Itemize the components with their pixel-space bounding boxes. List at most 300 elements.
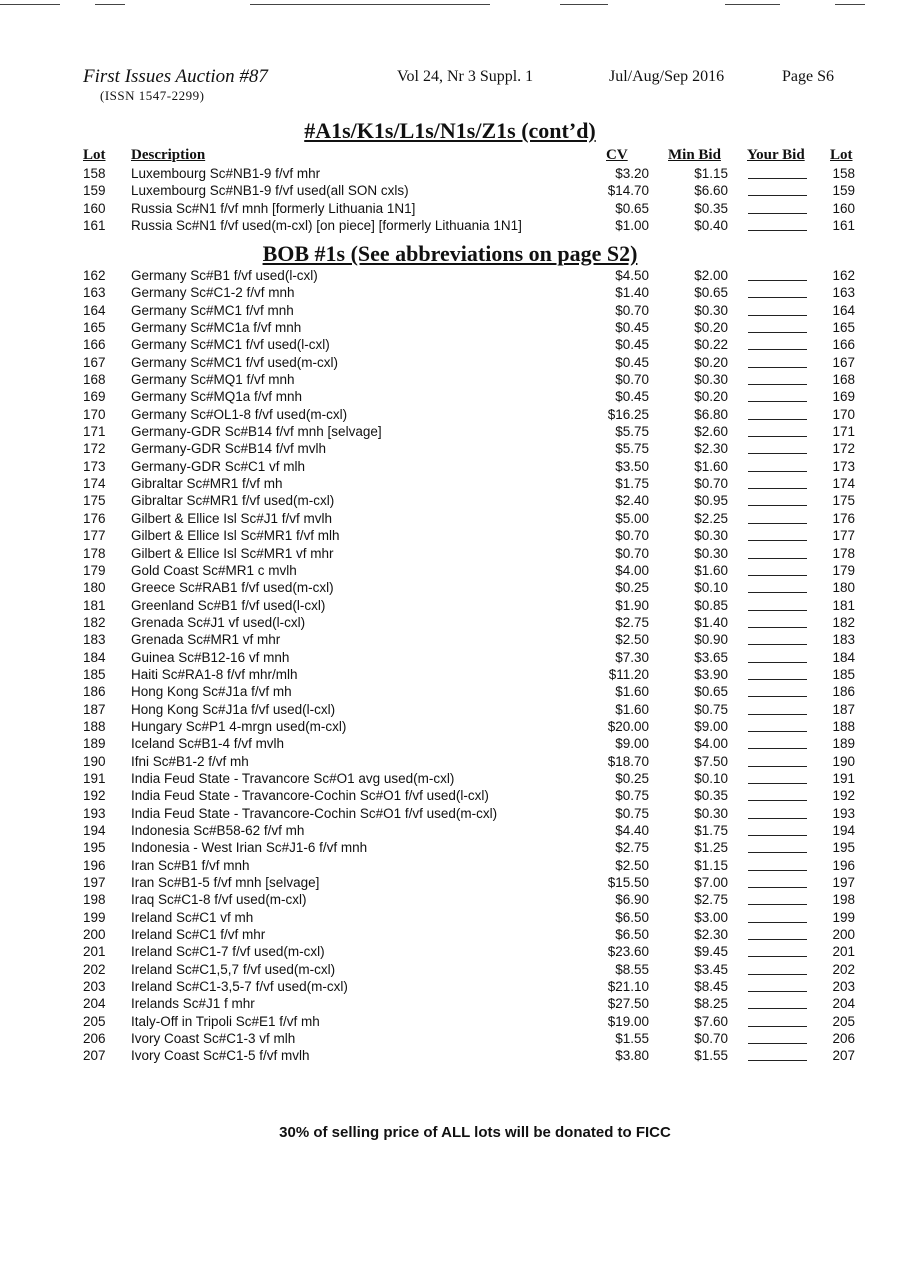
catalog-value: $5.00 <box>615 510 649 526</box>
catalog-value: $6.50 <box>615 927 649 943</box>
lot-number: 194 <box>83 823 106 838</box>
catalog-value: $15.50 <box>607 875 649 891</box>
column-headers <box>0 147 900 167</box>
lot-description: Germany Sc#MQ1a f/vf mnh <box>131 389 303 405</box>
lot-number-right: 189 <box>832 736 855 752</box>
min-bid: $0.70 <box>694 1031 728 1047</box>
lot-number: 203 <box>83 979 106 995</box>
lot-number-right: 199 <box>832 909 855 925</box>
lot-number-right: 197 <box>832 875 855 891</box>
lot-description: Hong Kong Sc#J1a f/vf mh <box>131 684 292 700</box>
lot-description: Germany-GDR Sc#B14 f/vf mvlh <box>131 441 327 457</box>
lot-description: India Feud State - Travancore Sc#O1 avg used(m-cxl) <box>131 770 455 786</box>
lot-number: 159 <box>83 183 106 199</box>
lot-description: Ireland Sc#C1-3,5-7 f/vf used(m-cxl) <box>131 979 348 995</box>
catalog-value: $0.45 <box>615 354 649 370</box>
min-bid: $0.90 <box>694 632 728 648</box>
your-bid-blank[interactable] <box>748 332 807 333</box>
lot-description: Iran Sc#B1-5 f/vf mnh [selvage] <box>131 875 320 891</box>
table-row <box>0 562 900 579</box>
lot-description: Germany Sc#MC1 f/vf used(l-cxl) <box>131 337 330 353</box>
lot-number: 161 <box>83 218 106 234</box>
table-row <box>0 631 900 648</box>
table-row <box>0 649 900 666</box>
min-bid: $0.35 <box>694 788 728 804</box>
your-bid-blank[interactable] <box>748 679 807 680</box>
lot-description: Guinea Sc#B12-16 vf mnh <box>131 649 290 665</box>
min-bid: $1.25 <box>694 840 728 856</box>
catalog-value: $1.60 <box>615 684 649 700</box>
issue-date: Jul/Aug/Sep 2016 <box>609 68 725 85</box>
lot-number-right: 159 <box>832 183 855 199</box>
your-bid-blank[interactable] <box>748 766 807 767</box>
lot-number-right: 161 <box>832 218 855 234</box>
your-bid-blank[interactable] <box>748 627 807 628</box>
your-bid-blank[interactable] <box>748 488 807 489</box>
your-bid-blank[interactable] <box>748 384 807 385</box>
lot-number-right: 192 <box>832 788 855 804</box>
lot-number-right: 195 <box>832 840 855 856</box>
catalog-value: $0.25 <box>615 770 649 786</box>
table-row <box>0 874 900 891</box>
your-bid-blank[interactable] <box>748 610 807 611</box>
lot-number-right: 180 <box>832 580 855 596</box>
lot-number-right: 191 <box>832 770 855 786</box>
table-row <box>0 284 900 301</box>
your-bid-blank[interactable] <box>748 748 807 749</box>
table-row <box>0 354 900 371</box>
lot-number-right: 201 <box>832 944 855 960</box>
your-bid-blank[interactable] <box>748 818 807 819</box>
min-bid: $1.40 <box>694 614 728 630</box>
lot-number: 199 <box>83 909 106 925</box>
lot-description: Germany Sc#MC1 f/vf used(m-cxl) <box>131 354 339 370</box>
lot-description: Haiti Sc#RA1-8 f/vf mhr/mlh <box>131 666 298 682</box>
catalog-value: $1.75 <box>615 476 649 492</box>
your-bid-blank[interactable] <box>748 870 807 871</box>
lot-number-right: 207 <box>832 1048 855 1064</box>
lot-number-right: 205 <box>832 1013 855 1029</box>
table-row <box>0 510 900 527</box>
lot-number: 207 <box>83 1048 106 1064</box>
lot-number: 181 <box>83 597 106 613</box>
lot-number: 191 <box>83 770 106 786</box>
lot-description: Luxembourg Sc#NB1-9 f/vf used(all SON cxls) <box>131 183 409 199</box>
lot-table-bob <box>0 267 900 1065</box>
lot-number-right: 169 <box>832 389 855 405</box>
your-bid-blank[interactable] <box>748 297 807 298</box>
issn: (ISSN 1547-2299) <box>100 88 205 103</box>
your-bid-blank[interactable] <box>748 453 807 454</box>
lot-number: 184 <box>83 649 106 665</box>
lot-description: India Feud State - Travancore-Cochin Sc#O1 f/vf used(m-cxl) <box>131 805 498 821</box>
scan-line <box>835 4 865 5</box>
your-bid-blank[interactable] <box>748 540 807 541</box>
your-bid-blank[interactable] <box>748 575 807 576</box>
min-bid: $0.40 <box>694 218 728 234</box>
col-min-bid: Min Bid <box>668 147 721 163</box>
lot-number: 170 <box>83 406 106 422</box>
lot-number: 174 <box>83 476 106 492</box>
min-bid: $0.35 <box>694 200 728 216</box>
catalog-value: $0.45 <box>615 337 649 353</box>
min-bid: $1.75 <box>694 823 728 838</box>
scan-line <box>95 4 125 5</box>
table-row <box>0 475 900 492</box>
table-row <box>0 995 900 1012</box>
lot-description: Germany Sc#OL1-8 f/vf used(m-cxl) <box>131 406 348 422</box>
catalog-value: $0.70 <box>615 545 649 561</box>
table-row <box>0 822 900 839</box>
catalog-value: $1.55 <box>615 1031 649 1047</box>
lot-number-right: 184 <box>832 649 855 665</box>
your-bid-blank[interactable] <box>748 1026 807 1027</box>
lot-description: Iran Sc#B1 f/vf mnh <box>131 857 250 873</box>
lot-description: Germany Sc#C1-2 f/vf mnh <box>131 285 295 301</box>
catalog-value: $20.00 <box>607 718 649 734</box>
lot-description: Iraq Sc#C1-8 f/vf used(m-cxl) <box>131 892 307 908</box>
lot-description: Russia Sc#N1 f/vf mnh [formerly Lithuania 1N1] <box>131 200 416 216</box>
your-bid-blank[interactable] <box>748 505 807 506</box>
catalog-value: $6.90 <box>615 892 649 908</box>
table-row <box>0 926 900 943</box>
lot-number-right: 177 <box>832 528 855 544</box>
lot-number: 162 <box>83 268 106 283</box>
min-bid: $0.20 <box>694 320 728 336</box>
table-row <box>0 319 900 336</box>
table-row <box>0 978 900 995</box>
min-bid: $6.60 <box>694 183 728 199</box>
min-bid: $3.45 <box>694 961 728 977</box>
your-bid-blank[interactable] <box>748 662 807 663</box>
catalog-value: $0.45 <box>615 320 649 336</box>
table-row <box>0 770 900 787</box>
your-bid-blank[interactable] <box>748 835 807 836</box>
lot-description: Germany Sc#B1 f/vf used(l-cxl) <box>131 268 318 283</box>
your-bid-blank[interactable] <box>748 315 807 316</box>
your-bid-blank[interactable] <box>748 852 807 853</box>
your-bid-blank[interactable] <box>748 471 807 472</box>
lot-number-right: 176 <box>832 510 855 526</box>
lot-number-right: 172 <box>832 441 855 457</box>
your-bid-blank[interactable] <box>748 644 807 645</box>
min-bid: $0.95 <box>694 493 728 509</box>
your-bid-blank[interactable] <box>748 887 807 888</box>
catalog-value: $2.75 <box>615 840 649 856</box>
your-bid-blank[interactable] <box>748 558 807 559</box>
lot-description: Gibraltar Sc#MR1 f/vf mh <box>131 476 283 492</box>
min-bid: $6.80 <box>694 406 728 422</box>
your-bid-blank[interactable] <box>748 195 807 196</box>
lot-number: 164 <box>83 302 106 318</box>
donation-note: 30% of selling price of ALL lots will be donated to FICC <box>279 1124 671 1141</box>
min-bid: $1.55 <box>694 1048 728 1064</box>
lot-number: 180 <box>83 580 106 596</box>
scan-line <box>560 4 608 5</box>
lot-number: 189 <box>83 736 106 752</box>
lot-description: Indonesia - West Irian Sc#J1-6 f/vf mnh <box>131 840 368 856</box>
lot-number: 186 <box>83 684 106 700</box>
lot-number-right: 160 <box>832 200 855 216</box>
catalog-value: $16.25 <box>607 406 649 422</box>
lot-number-right: 182 <box>832 614 855 630</box>
lot-description: Gold Coast Sc#MR1 c mvlh <box>131 562 297 578</box>
lot-number: 204 <box>83 996 106 1012</box>
table-row <box>0 440 900 457</box>
lot-number-right: 166 <box>832 337 855 353</box>
lot-number-right: 190 <box>832 753 855 769</box>
lot-description: Ivory Coast Sc#C1-5 f/vf mvlh <box>131 1048 310 1064</box>
lot-number-right: 162 <box>832 268 855 283</box>
min-bid: $0.65 <box>694 684 728 700</box>
lot-number: 196 <box>83 857 106 873</box>
catalog-value: $9.00 <box>615 736 649 752</box>
table-row <box>0 666 900 683</box>
min-bid: $2.75 <box>694 892 728 908</box>
your-bid-blank[interactable] <box>748 1008 807 1009</box>
your-bid-blank[interactable] <box>748 367 807 368</box>
catalog-value: $27.50 <box>607 996 649 1012</box>
your-bid-blank[interactable] <box>748 991 807 992</box>
catalog-value: $0.75 <box>615 788 649 804</box>
lot-description: Grenada Sc#J1 vf used(l-cxl) <box>131 614 306 630</box>
lot-description: Irelands Sc#J1 f mhr <box>131 996 255 1012</box>
lot-number-right: 185 <box>832 666 855 682</box>
table-row <box>0 614 900 631</box>
catalog-value: $3.80 <box>615 1048 649 1064</box>
lot-number: 158 <box>83 166 106 181</box>
lot-number-right: 188 <box>832 718 855 734</box>
catalog-value: $0.70 <box>615 372 649 388</box>
lot-description: Ivory Coast Sc#C1-3 vf mlh <box>131 1031 296 1047</box>
volume-info: Vol 24, Nr 3 Suppl. 1 <box>397 68 534 85</box>
catalog-value: $23.60 <box>607 944 649 960</box>
your-bid-blank[interactable] <box>748 1043 807 1044</box>
page-number: Page S6 <box>782 68 834 85</box>
min-bid: $8.25 <box>694 996 728 1012</box>
lot-number: 198 <box>83 892 106 908</box>
min-bid: $0.85 <box>694 597 728 613</box>
scan-line <box>725 4 780 5</box>
your-bid-blank[interactable] <box>748 800 807 801</box>
lot-number-right: 181 <box>832 597 855 613</box>
lot-number-right: 183 <box>832 632 855 648</box>
your-bid-blank[interactable] <box>748 922 807 923</box>
lot-number-right: 202 <box>832 961 855 977</box>
lot-number: 172 <box>83 441 106 457</box>
section-title-bob: BOB #1s (See abbreviations on page S2) <box>262 241 638 266</box>
your-bid-blank[interactable] <box>748 280 807 281</box>
table-row <box>0 597 900 614</box>
lot-number-right: 194 <box>832 823 855 838</box>
lot-number-right: 206 <box>832 1031 855 1047</box>
catalog-value: $0.65 <box>615 200 649 216</box>
table-row <box>0 909 900 926</box>
lot-number: 160 <box>83 200 106 216</box>
table-row <box>0 388 900 405</box>
catalog-value: $2.50 <box>615 857 649 873</box>
your-bid-blank[interactable] <box>748 178 807 179</box>
lot-description: Germany-GDR Sc#C1 vf mlh <box>131 458 306 474</box>
lot-number: 179 <box>83 562 106 578</box>
lot-number: 177 <box>83 528 106 544</box>
lot-number: 175 <box>83 493 106 509</box>
catalog-value: $21.10 <box>607 979 649 995</box>
lot-number: 190 <box>83 753 106 769</box>
catalog-value: $0.45 <box>615 389 649 405</box>
lot-number: 200 <box>83 927 106 943</box>
lot-number-right: 168 <box>832 372 855 388</box>
lot-number-right: 196 <box>832 857 855 873</box>
your-bid-blank[interactable] <box>748 714 807 715</box>
table-row <box>0 1013 900 1030</box>
min-bid: $3.90 <box>694 666 728 682</box>
catalog-value: $4.00 <box>615 562 649 578</box>
catalog-value: $3.50 <box>615 458 649 474</box>
catalog-value: $11.20 <box>608 666 649 682</box>
table-row <box>0 217 900 234</box>
lot-number-right: 158 <box>832 166 855 181</box>
your-bid-blank[interactable] <box>748 731 807 732</box>
lot-number: 192 <box>83 788 106 804</box>
lot-number: 173 <box>83 458 106 474</box>
lot-description: Ireland Sc#C1 f/vf mhr <box>131 927 266 943</box>
col-description: Description <box>131 147 206 163</box>
your-bid-blank[interactable] <box>748 592 807 593</box>
your-bid-blank[interactable] <box>748 213 807 214</box>
table-row <box>0 735 900 752</box>
min-bid: $0.30 <box>694 302 728 318</box>
your-bid-blank[interactable] <box>748 974 807 975</box>
table-row <box>0 545 900 562</box>
table-row <box>0 1047 900 1064</box>
publication-title: First Issues Auction #87 <box>83 66 268 87</box>
table-row <box>0 839 900 856</box>
table-row <box>0 267 900 284</box>
lot-number-right: 165 <box>832 320 855 336</box>
min-bid: $0.75 <box>694 701 728 717</box>
lot-number-right: 167 <box>832 354 855 370</box>
catalog-value: $1.00 <box>615 218 649 234</box>
min-bid: $2.30 <box>694 927 728 943</box>
lot-number: 205 <box>83 1013 106 1029</box>
lot-number: 193 <box>83 805 106 821</box>
lot-description: Ireland Sc#C1,5,7 f/vf used(m-cxl) <box>131 961 336 977</box>
lot-number-right: 187 <box>832 701 855 717</box>
table-row <box>0 701 900 718</box>
your-bid-blank[interactable] <box>748 904 807 905</box>
lot-table-firsts <box>0 165 900 234</box>
lot-description: Italy-Off in Tripoli Sc#E1 f/vf mh <box>131 1013 320 1029</box>
min-bid: $7.00 <box>694 875 728 891</box>
lot-number-right: 173 <box>832 458 855 474</box>
lot-number: 188 <box>83 718 106 734</box>
lot-number: 169 <box>83 389 106 405</box>
table-row <box>0 787 900 804</box>
lot-number: 163 <box>83 285 106 301</box>
lot-number: 176 <box>83 510 106 526</box>
scan-line <box>250 4 490 5</box>
table-row <box>0 961 900 978</box>
your-bid-blank[interactable] <box>748 783 807 784</box>
lot-number: 168 <box>83 372 106 388</box>
catalog-value: $5.75 <box>615 424 649 440</box>
min-bid: $2.25 <box>694 510 728 526</box>
lot-description: Russia Sc#N1 f/vf used(m-cxl) [on piece] [formerly Lithuania 1N1] <box>131 218 522 234</box>
table-row <box>0 492 900 509</box>
your-bid-blank[interactable] <box>748 1060 807 1061</box>
your-bid-blank[interactable] <box>748 436 807 437</box>
your-bid-blank[interactable] <box>748 523 807 524</box>
catalog-value: $8.55 <box>615 961 649 977</box>
catalog-value: $2.50 <box>615 632 649 648</box>
lot-number-right: 200 <box>832 927 855 943</box>
lot-number: 178 <box>83 545 106 561</box>
your-bid-blank[interactable] <box>748 419 807 420</box>
min-bid: $7.60 <box>694 1013 728 1029</box>
lot-description: Germany Sc#MQ1 f/vf mnh <box>131 372 295 388</box>
min-bid: $0.65 <box>694 285 728 301</box>
lot-description: Gilbert & Ellice Isl Sc#MR1 vf mhr <box>131 545 334 561</box>
min-bid: $2.60 <box>694 424 728 440</box>
table-row <box>0 943 900 960</box>
catalog-value: $3.20 <box>615 166 649 181</box>
catalog-value: $5.75 <box>615 441 649 457</box>
lot-description: Greece Sc#RAB1 f/vf used(m-cxl) <box>131 580 334 596</box>
lot-description: Indonesia Sc#B58-62 f/vf mh <box>131 823 305 838</box>
your-bid-blank[interactable] <box>748 230 807 231</box>
min-bid: $0.30 <box>694 805 728 821</box>
min-bid: $0.22 <box>694 337 728 353</box>
table-row <box>0 805 900 822</box>
lot-description: Greenland Sc#B1 f/vf used(l-cxl) <box>131 597 326 613</box>
your-bid-blank[interactable] <box>748 939 807 940</box>
catalog-value: $6.50 <box>615 909 649 925</box>
table-row <box>0 891 900 908</box>
lot-description: Gilbert & Ellice Isl Sc#J1 f/vf mvlh <box>131 510 333 526</box>
lot-description: Germany-GDR Sc#B14 f/vf mnh [selvage] <box>131 424 382 440</box>
min-bid: $0.20 <box>694 354 728 370</box>
min-bid: $1.15 <box>694 166 728 181</box>
min-bid: $0.30 <box>694 528 728 544</box>
catalog-value: $4.40 <box>615 823 649 838</box>
min-bid: $3.65 <box>694 649 728 665</box>
min-bid: $3.00 <box>694 909 728 925</box>
col-lot-right: Lot <box>830 147 853 163</box>
min-bid: $1.15 <box>694 857 728 873</box>
lot-description: Gilbert & Ellice Isl Sc#MR1 f/vf mlh <box>131 528 340 544</box>
table-row <box>0 1030 900 1047</box>
lot-description: Hong Kong Sc#J1a f/vf used(l-cxl) <box>131 701 336 717</box>
lot-number-right: 186 <box>832 684 855 700</box>
lot-number-right: 178 <box>832 545 855 561</box>
your-bid-blank[interactable] <box>748 956 807 957</box>
lot-number-right: 175 <box>832 493 855 509</box>
lot-description: Germany Sc#MC1 f/vf mnh <box>131 302 294 318</box>
your-bid-blank[interactable] <box>748 696 807 697</box>
catalog-value: $2.40 <box>615 493 649 509</box>
table-row <box>0 857 900 874</box>
lot-number: 201 <box>83 944 106 960</box>
min-bid: $0.20 <box>694 389 728 405</box>
lot-description: Luxembourg Sc#NB1-9 f/vf mhr <box>131 166 321 181</box>
your-bid-blank[interactable] <box>748 349 807 350</box>
min-bid: $4.00 <box>694 736 728 752</box>
table-row <box>0 527 900 544</box>
catalog-value: $1.90 <box>615 597 649 613</box>
catalog-value: $14.70 <box>607 183 649 199</box>
your-bid-blank[interactable] <box>748 401 807 402</box>
